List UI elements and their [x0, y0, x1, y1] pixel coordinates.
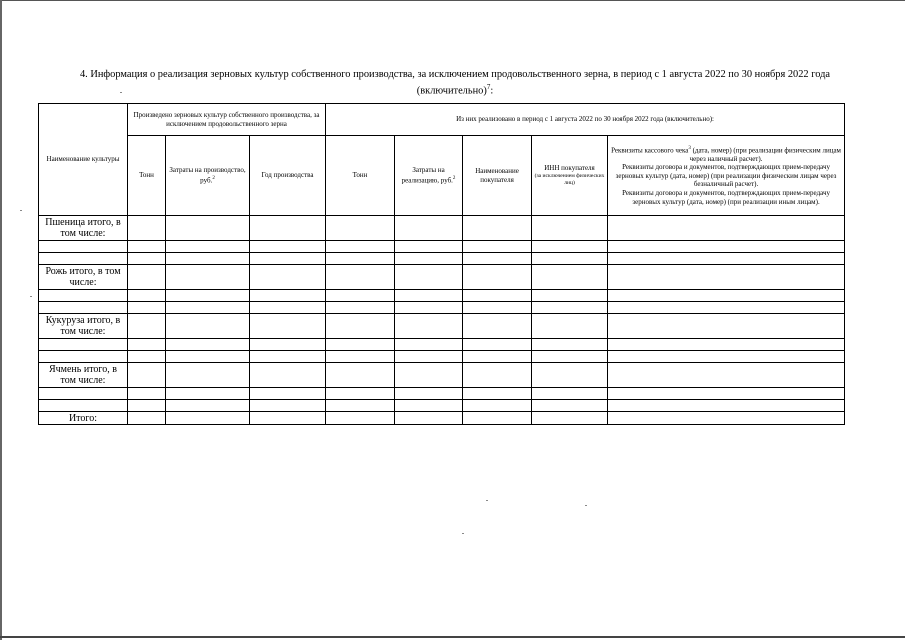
table-cell[interactable]	[166, 388, 250, 400]
table-row-rye	[39, 265, 845, 290]
table-row	[39, 302, 845, 314]
table-cell[interactable]	[463, 314, 532, 339]
table-row	[39, 351, 845, 363]
scan-speck	[120, 92, 122, 93]
table-cell[interactable]	[463, 216, 532, 241]
table-cell[interactable]	[395, 216, 463, 241]
crop-label-corn: Кукуруза итого, в том числе:	[39, 314, 128, 339]
table-cell[interactable]	[532, 265, 608, 290]
page-edge-bottom	[0, 636, 905, 638]
table-cell[interactable]	[166, 216, 250, 241]
table-cell[interactable]	[39, 388, 128, 400]
table-cell[interactable]	[128, 216, 166, 241]
table-cell[interactable]	[326, 351, 395, 363]
scan-speck	[486, 500, 488, 501]
crop-label-total: Итого:	[39, 412, 128, 425]
table-cell[interactable]	[532, 216, 608, 241]
footnote-mark: 2	[452, 175, 456, 181]
table-cell[interactable]	[128, 363, 166, 388]
table-cell[interactable]	[128, 400, 166, 412]
heading-line-2-tail: :	[490, 85, 494, 97]
table-cell[interactable]	[395, 253, 463, 265]
table-cell[interactable]	[608, 302, 845, 314]
table-cell[interactable]	[39, 302, 128, 314]
table-cell[interactable]	[608, 265, 845, 290]
table-cell[interactable]	[128, 290, 166, 302]
table-cell[interactable]	[128, 265, 166, 290]
header-buyer-inn-note: (за исключением физических лиц)	[534, 172, 605, 186]
table-cell[interactable]	[250, 290, 326, 302]
table-cell[interactable]	[395, 302, 463, 314]
table-cell[interactable]	[250, 351, 326, 363]
table-cell[interactable]	[39, 241, 128, 253]
table-cell[interactable]	[608, 351, 845, 363]
page-edge-left	[0, 0, 2, 640]
table-cell[interactable]	[250, 265, 326, 290]
table-cell[interactable]	[128, 253, 166, 265]
table-cell[interactable]	[166, 265, 250, 290]
requisites-cashless: Реквизиты договора и документов, подтверждающих прием-передачу зерновых культур (дата, номер) (при реализации физическим лицам через безналичный расчет).	[615, 163, 837, 189]
table-cell[interactable]	[250, 388, 326, 400]
table-cell[interactable]	[532, 400, 608, 412]
table-cell[interactable]	[608, 363, 845, 388]
table-cell[interactable]	[166, 302, 250, 314]
table-cell[interactable]	[395, 290, 463, 302]
table-cell[interactable]	[463, 253, 532, 265]
table-cell[interactable]	[463, 400, 532, 412]
requisites-other: Реквизиты договора и документов, подтверждающих прием-передачу зерновых культур (дата, номер) (при реализации иным лицам).	[622, 189, 830, 206]
table-cell[interactable]	[166, 351, 250, 363]
scan-speck	[30, 296, 32, 297]
header-sold-group: Из них реализовано в период с 1 августа 2022 по 30 ноября 2022 года (включительно):	[326, 104, 845, 136]
header-produced-cost-text: Затраты на производство, руб.	[169, 166, 246, 185]
scan-speck	[462, 533, 464, 534]
table-cell[interactable]	[395, 363, 463, 388]
requisites-cash-receipt-text: (дата, номер) (при реализации физическим лицам через наличный расчет).	[689, 146, 841, 163]
scan-speck	[585, 505, 587, 506]
table-cell[interactable]	[395, 388, 463, 400]
table-cell[interactable]	[608, 216, 845, 241]
header-production-year: Год производства	[250, 136, 326, 216]
heading-footnote-mark: 7	[486, 83, 491, 91]
table-row	[39, 400, 845, 412]
table-cell[interactable]	[250, 339, 326, 351]
table-cell[interactable]	[326, 339, 395, 351]
table-cell[interactable]	[250, 400, 326, 412]
footnote-mark: 2	[212, 175, 215, 181]
crop-label-wheat: Пшеница итого, в том числе:	[39, 216, 128, 241]
grain-sales-table	[38, 103, 845, 425]
table-cell[interactable]	[250, 314, 326, 339]
table-cell[interactable]	[326, 314, 395, 339]
table-cell[interactable]	[166, 363, 250, 388]
table-cell[interactable]	[250, 241, 326, 253]
header-buyer-inn	[532, 136, 608, 216]
table-cell[interactable]	[608, 400, 845, 412]
table-cell[interactable]	[608, 314, 845, 339]
table-cell[interactable]	[166, 412, 250, 425]
table-cell[interactable]	[532, 241, 608, 253]
heading-line-2-text: (включительно)	[416, 85, 487, 97]
table-cell[interactable]	[532, 363, 608, 388]
table-cell[interactable]	[250, 302, 326, 314]
table-cell[interactable]	[326, 253, 395, 265]
table-cell[interactable]	[39, 351, 128, 363]
table-cell[interactable]	[128, 351, 166, 363]
table-cell[interactable]	[250, 412, 326, 425]
page-edge-top	[0, 0, 905, 1]
section-heading	[60, 68, 850, 97]
header-sale-cost-text: Затраты на реализацию, руб.	[401, 166, 453, 185]
table-cell[interactable]	[166, 253, 250, 265]
header-crop-name: Наименование культуры	[39, 104, 128, 216]
table-cell[interactable]	[39, 290, 128, 302]
table-cell[interactable]	[608, 339, 845, 351]
table-row	[39, 290, 845, 302]
table-cell[interactable]	[39, 339, 128, 351]
table-cell[interactable]	[326, 302, 395, 314]
table-cell[interactable]	[463, 265, 532, 290]
table-cell[interactable]	[326, 241, 395, 253]
table-cell[interactable]	[326, 290, 395, 302]
table-cell[interactable]	[395, 412, 463, 425]
table-cell[interactable]	[463, 351, 532, 363]
footnote-mark: 3	[688, 145, 691, 151]
table-cell[interactable]	[39, 253, 128, 265]
table-cell[interactable]	[532, 412, 608, 425]
heading-line-2	[60, 81, 850, 97]
table-cell[interactable]	[463, 339, 532, 351]
table-cell[interactable]	[326, 265, 395, 290]
table-row-wheat	[39, 216, 845, 241]
table-cell[interactable]	[326, 388, 395, 400]
header-sale-cost	[395, 136, 463, 216]
table-cell[interactable]	[463, 302, 532, 314]
table-cell[interactable]	[608, 290, 845, 302]
table-cell[interactable]	[608, 388, 845, 400]
table-cell[interactable]	[39, 400, 128, 412]
header-produced-cost	[166, 136, 250, 216]
table-cell[interactable]	[532, 253, 608, 265]
table-cell[interactable]	[250, 253, 326, 265]
table-cell[interactable]	[532, 314, 608, 339]
header-sold-tons: Тонн	[326, 136, 395, 216]
table-cell[interactable]	[395, 265, 463, 290]
table-cell[interactable]	[608, 412, 845, 425]
table-cell[interactable]	[128, 241, 166, 253]
header-buyer-inn-text: ИНН покупателя	[544, 164, 595, 173]
header-produced-tons: Тонн	[128, 136, 166, 216]
table-cell[interactable]	[166, 241, 250, 253]
table-cell[interactable]	[608, 253, 845, 265]
table-cell[interactable]	[128, 339, 166, 351]
table-row-corn	[39, 314, 845, 339]
requisites-cash-receipt	[610, 145, 842, 164]
table-cell[interactable]	[326, 412, 395, 425]
table-cell[interactable]	[166, 339, 250, 351]
table-cell[interactable]	[128, 412, 166, 425]
table-cell[interactable]	[326, 400, 395, 412]
table-cell[interactable]	[395, 241, 463, 253]
table-cell[interactable]	[532, 388, 608, 400]
table-cell[interactable]	[463, 363, 532, 388]
table-cell[interactable]	[463, 412, 532, 425]
table-cell[interactable]	[532, 351, 608, 363]
heading-line-1: 4. Информация о реализация зерновых культур собственного производства, за исключением продовольственного зерна, в период с 1 августа 2022 по 30 ноября 2022 года	[79, 69, 831, 80]
table-cell[interactable]	[608, 241, 845, 253]
table-cell[interactable]	[395, 314, 463, 339]
table-cell[interactable]	[532, 290, 608, 302]
table-row-total	[39, 412, 845, 425]
header-produced-group: Произведено зерновых культур собственного производства, за исключением продовольственного зерна	[128, 104, 326, 136]
table-cell[interactable]	[128, 314, 166, 339]
table-cell[interactable]	[128, 388, 166, 400]
table-cell[interactable]	[532, 302, 608, 314]
table-row	[39, 339, 845, 351]
table-cell[interactable]	[463, 388, 532, 400]
table-cell[interactable]	[463, 241, 532, 253]
table-cell[interactable]	[326, 216, 395, 241]
crop-label-rye: Рожь итого, в том числе:	[39, 265, 128, 290]
crop-label-barley: Ячмень итого, в том числе:	[39, 363, 128, 388]
table-cell[interactable]	[463, 290, 532, 302]
table-row	[39, 388, 845, 400]
table-row	[39, 241, 845, 253]
table-row-barley	[39, 363, 845, 388]
table-cell[interactable]	[166, 400, 250, 412]
table-cell[interactable]	[166, 290, 250, 302]
table-row	[39, 253, 845, 265]
table-cell[interactable]	[128, 302, 166, 314]
table-cell[interactable]	[250, 363, 326, 388]
table-cell[interactable]	[395, 339, 463, 351]
scan-speck	[20, 210, 22, 211]
table-cell[interactable]	[395, 400, 463, 412]
table-cell[interactable]	[250, 216, 326, 241]
table-cell[interactable]	[326, 363, 395, 388]
table-cell[interactable]	[532, 339, 608, 351]
table-cell[interactable]	[395, 351, 463, 363]
header-buyer-name: Наименование покупателя	[463, 136, 532, 216]
requisites-cash-receipt-label: Реквизиты кассового чека	[611, 146, 689, 155]
header-requisites	[608, 136, 845, 216]
table-cell[interactable]	[166, 314, 250, 339]
